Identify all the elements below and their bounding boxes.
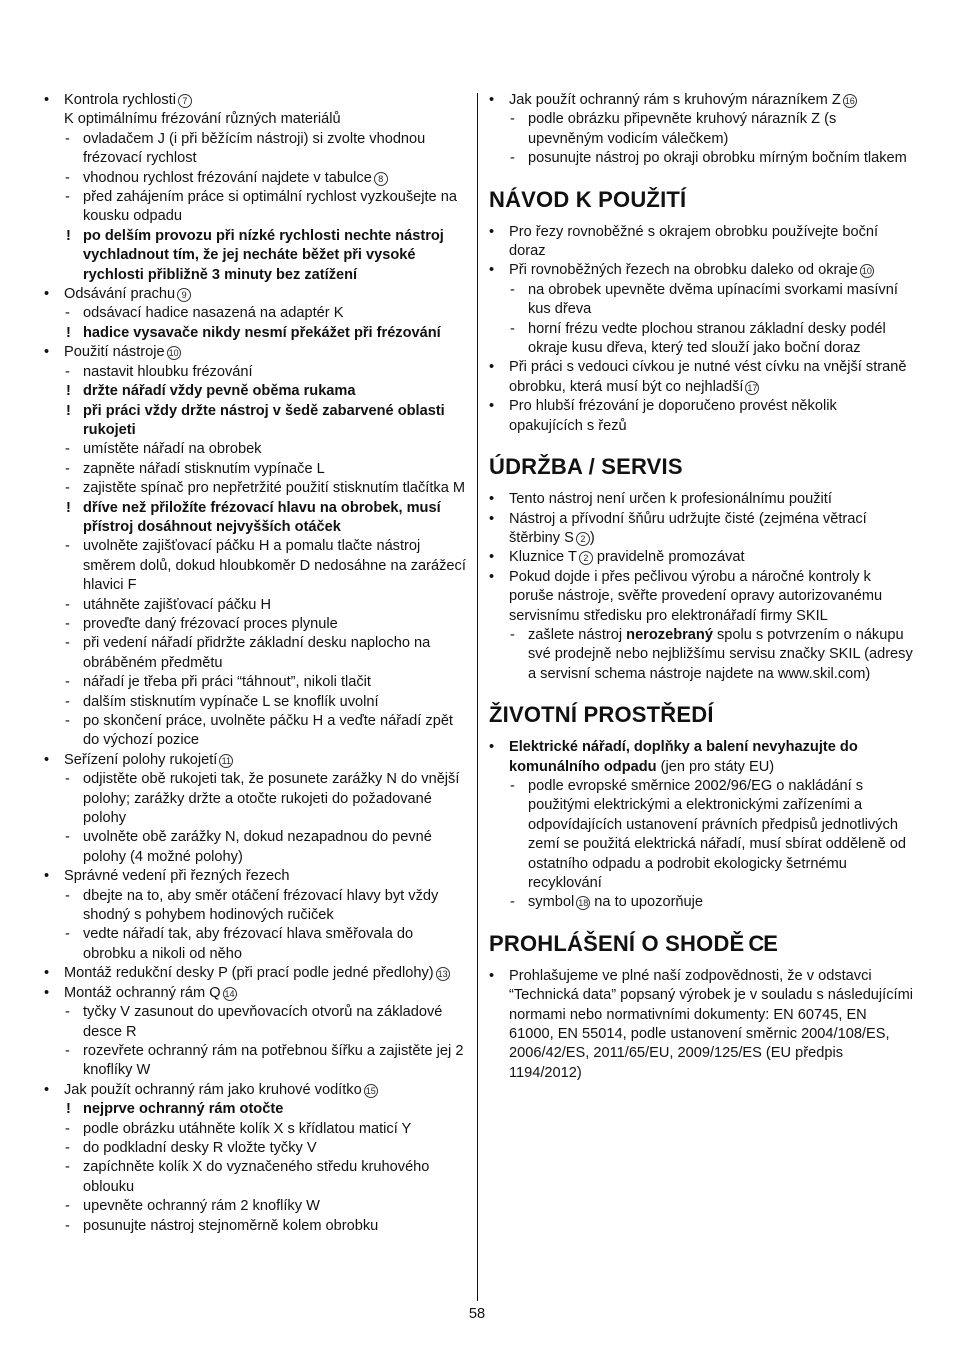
bullet-item xyxy=(44,91,468,110)
item-text: při práci vždy držte nástroj v šedě zabarvené oblasti rukojeti xyxy=(83,402,445,438)
dash-item xyxy=(509,626,914,684)
dash-item xyxy=(64,479,468,498)
item-text: dbejte na to, aby směr otáčení frézovací hlavy byt vždy shodný s pohybem hodinových ručiček xyxy=(83,887,439,924)
figure-reference-icon: 18 xyxy=(578,898,589,909)
warning-item xyxy=(64,1100,468,1119)
bullet-item xyxy=(489,738,914,777)
item-text: Kluznice T xyxy=(509,549,577,566)
heading-zivotni: ŽIVOTNÍ PROSTŘEDÍ xyxy=(489,702,714,728)
item-text: Odsávání prachu xyxy=(64,286,176,303)
item-text: rozevřete ochranný rám na potřebnou šířku a zajistěte jej 2 knoflíky W xyxy=(83,1042,464,1079)
item-text: po skončení práce, uvolněte páčku H a veďte nářadí zpět do výchozí pozice xyxy=(83,713,453,749)
dash-item xyxy=(64,887,468,926)
right-column xyxy=(489,91,914,1083)
heading-navod: NÁVOD K POUŽITÍ xyxy=(489,186,687,212)
figure-reference-icon: 11 xyxy=(219,754,233,768)
dash-item xyxy=(64,1197,468,1216)
item-text: Jak použít ochranný rám s kruhovým nárazníkem Z xyxy=(509,92,841,108)
item-text: podle obrázku připevněte kruhový nárazník Z (s upevněným vodicím válečkem) xyxy=(528,111,837,147)
item-text: uvolněte zajišťovací páčku H a pomalu tlačte nástroj směrem dolů, dokud hloubkoměr D nedosáhne na zarážecí hlavici F xyxy=(83,538,466,594)
item-text: nářadí je třeba při práci “táhnout”, nikoli tlačit xyxy=(83,674,371,691)
item-text: Při rovnoběžných řezech na obrobku daleko od okraje xyxy=(509,262,858,279)
item-text: dříve než přiložíte frézovací hlavu na obrobek, musí přístroj dosáhnout nejvyšších otáček xyxy=(83,499,441,535)
bullet-item xyxy=(44,343,468,362)
item-text-after: ) xyxy=(589,529,595,546)
warning-item xyxy=(64,324,468,343)
item-text: horní frézu vedte plochou stranou základní desky podél okraje kusu dřeva, který ted slouží jako boční doraz xyxy=(528,320,886,357)
warning-item xyxy=(64,382,468,401)
dash-item xyxy=(64,1042,468,1081)
item-text-after: pravidelně promozávat xyxy=(592,549,745,566)
figure-reference-icon: 8 xyxy=(374,172,388,186)
warning-item xyxy=(64,402,468,441)
column-divider xyxy=(477,93,478,1301)
item-text: Použití nástroje xyxy=(64,344,165,361)
left-column xyxy=(44,91,468,1236)
item-bold-text: Elektrické nářadí, doplňky a balení nevyhazujte do komunálního odpadu xyxy=(509,739,858,775)
dash-item xyxy=(64,304,468,323)
dash-item xyxy=(64,828,468,867)
item-text: po delším provozu při nízké rychlosti nechte nástroj vychladnout tím, že jej necháte běžet při vysoké rychlosti přibližně 3 minuty bez zatížení xyxy=(83,227,444,283)
bullet-item xyxy=(489,490,914,509)
item-text: Prohlašujeme ve plné naší zodpovědnosti, že v odstavci “Technická data” popsaný výrobek je v souladu s následujícími normami nebo normativními dokumenty: EN 60745, EN 61000, EN 55014, podle ustanovení směrnic 2004/108/ES, 2006/42/ES, 2011/65/EU, 2009/125/ES (EU předpis 1194/2012) xyxy=(509,967,913,1081)
left-instruction-list xyxy=(44,91,468,1236)
dash-item xyxy=(64,615,468,634)
item-text: dalším stisknutím vypínače L se knoflík uvolní xyxy=(83,693,379,710)
section-zivotni-list xyxy=(489,738,914,913)
item-text: do podkladní desky R vložte tyčky V xyxy=(83,1139,317,1156)
bullet-item xyxy=(489,548,914,567)
item-text: hadice vysavače nikdy nesmí překážet při frézování xyxy=(83,324,441,341)
dash-item xyxy=(509,149,914,168)
item-text: zašlete nástroj xyxy=(528,626,627,643)
dash-item xyxy=(509,281,914,320)
item-text: uvolněte obě zarážky N, dokud nezapadnou do pevné polohy (4 možné polohy) xyxy=(83,829,432,865)
warning-item xyxy=(64,227,468,285)
item-text: odsávací hadice nasazená na adaptér K xyxy=(83,305,344,322)
item-text: Správné vedení při řezných řezech xyxy=(64,868,290,885)
dash-item xyxy=(64,169,468,188)
figure-reference-icon: 10 xyxy=(168,348,179,359)
dash-item xyxy=(64,440,468,459)
bullet-item xyxy=(44,751,468,770)
item-text: vhodnou rychlost frézování najdete v tabulce xyxy=(83,169,372,186)
item-text: symbol xyxy=(528,894,575,911)
figure-reference-icon: 16 xyxy=(844,96,855,106)
dash-item xyxy=(64,130,468,169)
right-intro-list xyxy=(489,91,914,169)
item-text: upevněte ochranný rám 2 knoflíky W xyxy=(83,1198,320,1215)
dash-item xyxy=(64,693,468,712)
item-text: podle evropské směrnice 2002/96/EG o nakládání s použitými elektrickými a elektronickými zařízeními a odpovídajících ustanovení právních předpisů jednotlivých zemí se použitá elektrická nářadí, musí sbírat odděleně od ostatního odpadu a podrobit ekologicky šetrnému recyklování xyxy=(528,777,907,891)
item-text-after: na to upozorňuje xyxy=(590,894,704,911)
dash-item xyxy=(64,1120,468,1139)
item-text: posunujte nástroj po okraji obrobku mírným bočním tlakem xyxy=(528,150,907,167)
item-text: Seřízení polohy rukojetí xyxy=(64,751,218,768)
item-text: Tento nástroj není určen k profesionálnímu použití xyxy=(509,491,832,508)
bullet-item xyxy=(44,285,468,304)
figure-reference-icon: 10 xyxy=(861,266,872,277)
bullet-item xyxy=(489,261,914,280)
item-text: utáhněte zajišťovací páčku H xyxy=(83,596,272,613)
item-text: nastavit hloubku frézování xyxy=(83,363,253,380)
bullet-item xyxy=(489,223,914,262)
bullet-item xyxy=(44,984,468,1003)
item-text: Pro řezy rovnoběžné s okrajem obrobku používejte boční doraz xyxy=(509,223,879,260)
paragraph-item xyxy=(64,110,468,129)
item-text: Kontrola rychlosti xyxy=(64,92,176,108)
item-text: zajistěte spínač pro nepřetržité použití stisknutím tlačítka M xyxy=(83,480,466,497)
bullet-item xyxy=(489,91,914,110)
section-prohlaseni-list xyxy=(489,967,914,1083)
dash-item xyxy=(64,537,468,595)
item-text: K optimálnímu frézování různých materiálů xyxy=(64,111,341,128)
item-text: tyčky V zasunout do upevňovacích otvorů na základové desce R xyxy=(83,1004,443,1040)
dash-item xyxy=(64,1217,468,1236)
dash-item xyxy=(64,1139,468,1158)
dash-item xyxy=(509,777,914,893)
item-text: Montáž ochranný rám Q xyxy=(64,984,221,1001)
bullet-item xyxy=(44,964,468,983)
page-number: 58 xyxy=(468,1306,486,1322)
item-text: posunujte nástroj stejnoměrně kolem obrobku xyxy=(83,1217,379,1234)
item-text: Pro hlubší frézování je doporučeno provést několik opakujících s řezů xyxy=(509,398,837,434)
ce-mark-icon: CE xyxy=(748,930,777,956)
item-text: zapíchněte kolík X do vyznačeného středu kruhového oblouku xyxy=(83,1159,430,1195)
figure-reference-icon: 2 xyxy=(576,532,590,546)
item-text-after: (jen pro státy EU) xyxy=(656,758,775,775)
bullet-item xyxy=(489,397,914,436)
dash-item xyxy=(64,460,468,479)
dash-item xyxy=(64,770,468,828)
item-text: Při práci s vedouci cívkou je nutné vést cívku na vnější straně obrobku, která musí být co nejhladší xyxy=(509,359,907,395)
dash-item xyxy=(64,363,468,382)
item-text: Pokud dojde i přes pečlivou výrobu a náročné kontroly k poruše nástroje, svěřte provedení opravy autorizovanému servisnímu středisku pro elektronářadí firmy SKIL xyxy=(509,568,883,624)
item-text: zapněte nářadí stisknutím vypínače L xyxy=(83,460,325,477)
heading-udrzba: ÚDRŽBA / SERVIS xyxy=(489,454,683,480)
figure-reference-icon: 7 xyxy=(178,94,192,108)
section-udrzba-list xyxy=(489,490,914,684)
section-navod-list xyxy=(489,223,914,436)
item-text: při vedení nářadí přidržte základní desku naplocho na obráběném předmětu xyxy=(83,635,431,671)
item-text-after: spolu s potvrzením o nákupu své prodejně nebo nejbližšímu servisu značky SKIL (adresy a servisní schema nástroje najdete na www.skil.com) xyxy=(528,626,913,682)
figure-reference-icon: 2 xyxy=(579,551,593,565)
item-text: na obrobek upevněte dvěma upínacími svorkami masívní kus dřeva xyxy=(528,281,898,318)
bullet-item xyxy=(489,967,914,1083)
bullet-item xyxy=(489,510,914,549)
figure-reference-icon: 14 xyxy=(224,988,235,999)
bullet-item xyxy=(44,1081,468,1100)
dash-item xyxy=(64,634,468,673)
dash-item xyxy=(64,712,468,751)
bullet-item xyxy=(489,568,914,626)
dash-item xyxy=(64,673,468,692)
dash-item xyxy=(64,925,468,964)
heading-prohlaseni xyxy=(489,931,914,957)
item-text: proveďte daný frézovací proces plynule xyxy=(83,615,338,632)
item-text: podle obrázku utáhněte kolík X s křídlatou maticí Y xyxy=(83,1120,412,1137)
item-text: Jak použít ochranný rám jako kruhové vodítko xyxy=(64,1081,362,1098)
item-text: umístěte nářadí na obrobek xyxy=(83,441,262,458)
item-bold-text: nerozebraný xyxy=(626,626,713,643)
bullet-item xyxy=(44,867,468,886)
figure-reference-icon: 17 xyxy=(747,382,758,393)
bullet-item xyxy=(489,358,914,397)
dash-item xyxy=(509,110,914,149)
item-text: vedte nářadí tak, aby frézovací hlava směřovala do obrobku a nikoli od něho xyxy=(83,926,414,962)
item-text: Nástroj a přívodní šňůru udržujte čisté (zejména větrací štěrbiny S xyxy=(509,510,867,546)
dash-item xyxy=(64,596,468,615)
item-text: Montáž redukční desky P (při prací podle jedné předlohy) xyxy=(64,965,434,982)
dash-item xyxy=(64,188,468,227)
figure-reference-icon: 13 xyxy=(437,969,448,980)
item-text: nejprve ochranný rám otočte xyxy=(83,1101,284,1118)
dash-item xyxy=(64,1158,468,1197)
dash-item xyxy=(64,1003,468,1042)
warning-item xyxy=(64,499,468,538)
dash-item xyxy=(509,320,914,359)
figure-reference-icon: 9 xyxy=(177,288,191,302)
dash-item xyxy=(509,893,914,912)
item-text: před zahájením práce si optimální rychlost vyzkoušejte na kousku odpadu xyxy=(83,189,457,225)
item-text: odjistěte obě rukojeti tak, že posunete zarážky N do vnější polohy; zarážky držte a otočte rukojeti do požadované polohy xyxy=(83,771,460,827)
heading-prohlaseni-text: PROHLÁŠENÍ O SHODĚ xyxy=(489,930,745,956)
item-text: ovladačem J (i při běžícím nástroji) si zvolte vhodnou frézovací rychlost xyxy=(83,130,426,167)
figure-reference-icon: 15 xyxy=(365,1085,376,1096)
item-text: držte nářadí vždy pevně oběma rukama xyxy=(83,383,356,400)
